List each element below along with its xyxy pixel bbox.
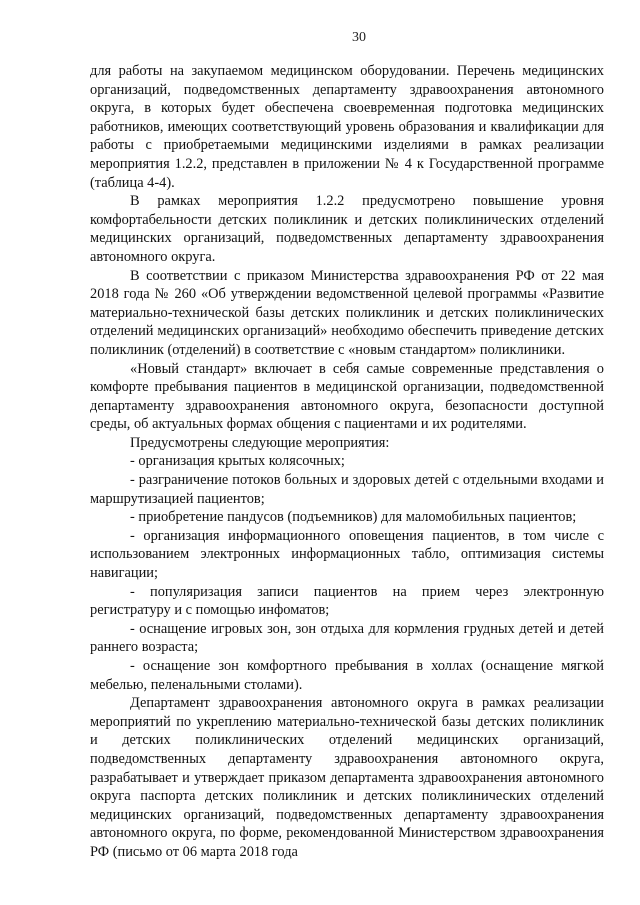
measures-list (90, 452, 604, 694)
list-item: - оснащение зон комфортного пребывания в холлах (оснащение мягкой мебелью, пеленальными столами). (90, 658, 604, 693)
paragraph-ministry-order: В соответствии с приказом Министерства здравоохранения РФ от 22 мая 2018 года № 260 «Об утверждении ведомственной целевой программы «Развитие материально-технической базы детских поликлиник и детских поликлинических отделений медицинских организаций» необходимо обеспечить приведение детских поликлиник (отделений) в соответствие с «новым стандартом» поликлиники. (90, 267, 604, 358)
list-item: - популяризация записи пациентов на прием через электронную регистратуру и с помощью инфоматов; (90, 583, 604, 619)
paragraph-measures-heading: Предусмотрены следующие мероприятия: (130, 434, 390, 451)
page-number: 30 (352, 30, 366, 45)
list-item: - оснащение игровых зон, зон отдыха для кормления грудных детей и детей раннего возраста; (90, 620, 604, 656)
paragraph-intro-continued: для работы на закупаемом медицинском оборудовании. Перечень медицинских организаций, подведомственных департаменту здравоохранения автономного округа, в которых будет обеспечена своевременная подготовка медицинских работников, имеющих соответствующий уровень образования и квалификации для работы с приобретаемыми медицинскими изделиями в рамках реализации мероприятия 1.2.2, представлен в приложении № 4 к Государственной программе (таблица 4-4). (90, 63, 604, 191)
paragraph-measure-comfort: В рамках мероприятия 1.2.2 предусмотрено повышение уровня комфортабельности детских поликлиник и детских поликлинических отделений медицинских организаций, подведомственных департаменту здравоохранения автономного округа. (90, 193, 604, 265)
list-item: - приобретение пандусов (подъемников) для маломобильных пациентов; (130, 509, 577, 526)
document-body (90, 62, 604, 862)
list-item: - организация информационного оповещения пациентов, в том числе с использованием электронных информационных табло, оптимизация системы навигации; (90, 527, 604, 582)
paragraph-department-passports: Департамент здравоохранения автономного округа в рамках реализации мероприятий по укреплению материально-технической базы детских поликлиник и детских поликлинических отделений медицинских организаций, подведомственных департаменту здравоохранения автономного округа, разрабатывает и утверждает приказом департамента здравоохранения автономного округа паспорта детских поликлиник и детских поликлинических отделений медицинских организаций, подведомственных департаменту здравоохранения автономного округа, по форме, рекомендованной Министерством здравоохранения РФ (письмо от 06 марта 2018 года (90, 695, 604, 860)
list-item: - разграничение потоков больных и здоровых детей с отдельными входами и маршрутизацией пациентов; (90, 472, 604, 507)
list-item: - организация крытых колясочных; (130, 453, 345, 470)
paragraph-new-standard: «Новый стандарт» включает в себя самые современные представления о комфорте пребывания пациентов в медицинской организации, подведомственной департаменту здравоохранения автономного округа, безопасности доступной среды, об актуальных формах общения с пациентами и их родителями. (90, 360, 604, 433)
